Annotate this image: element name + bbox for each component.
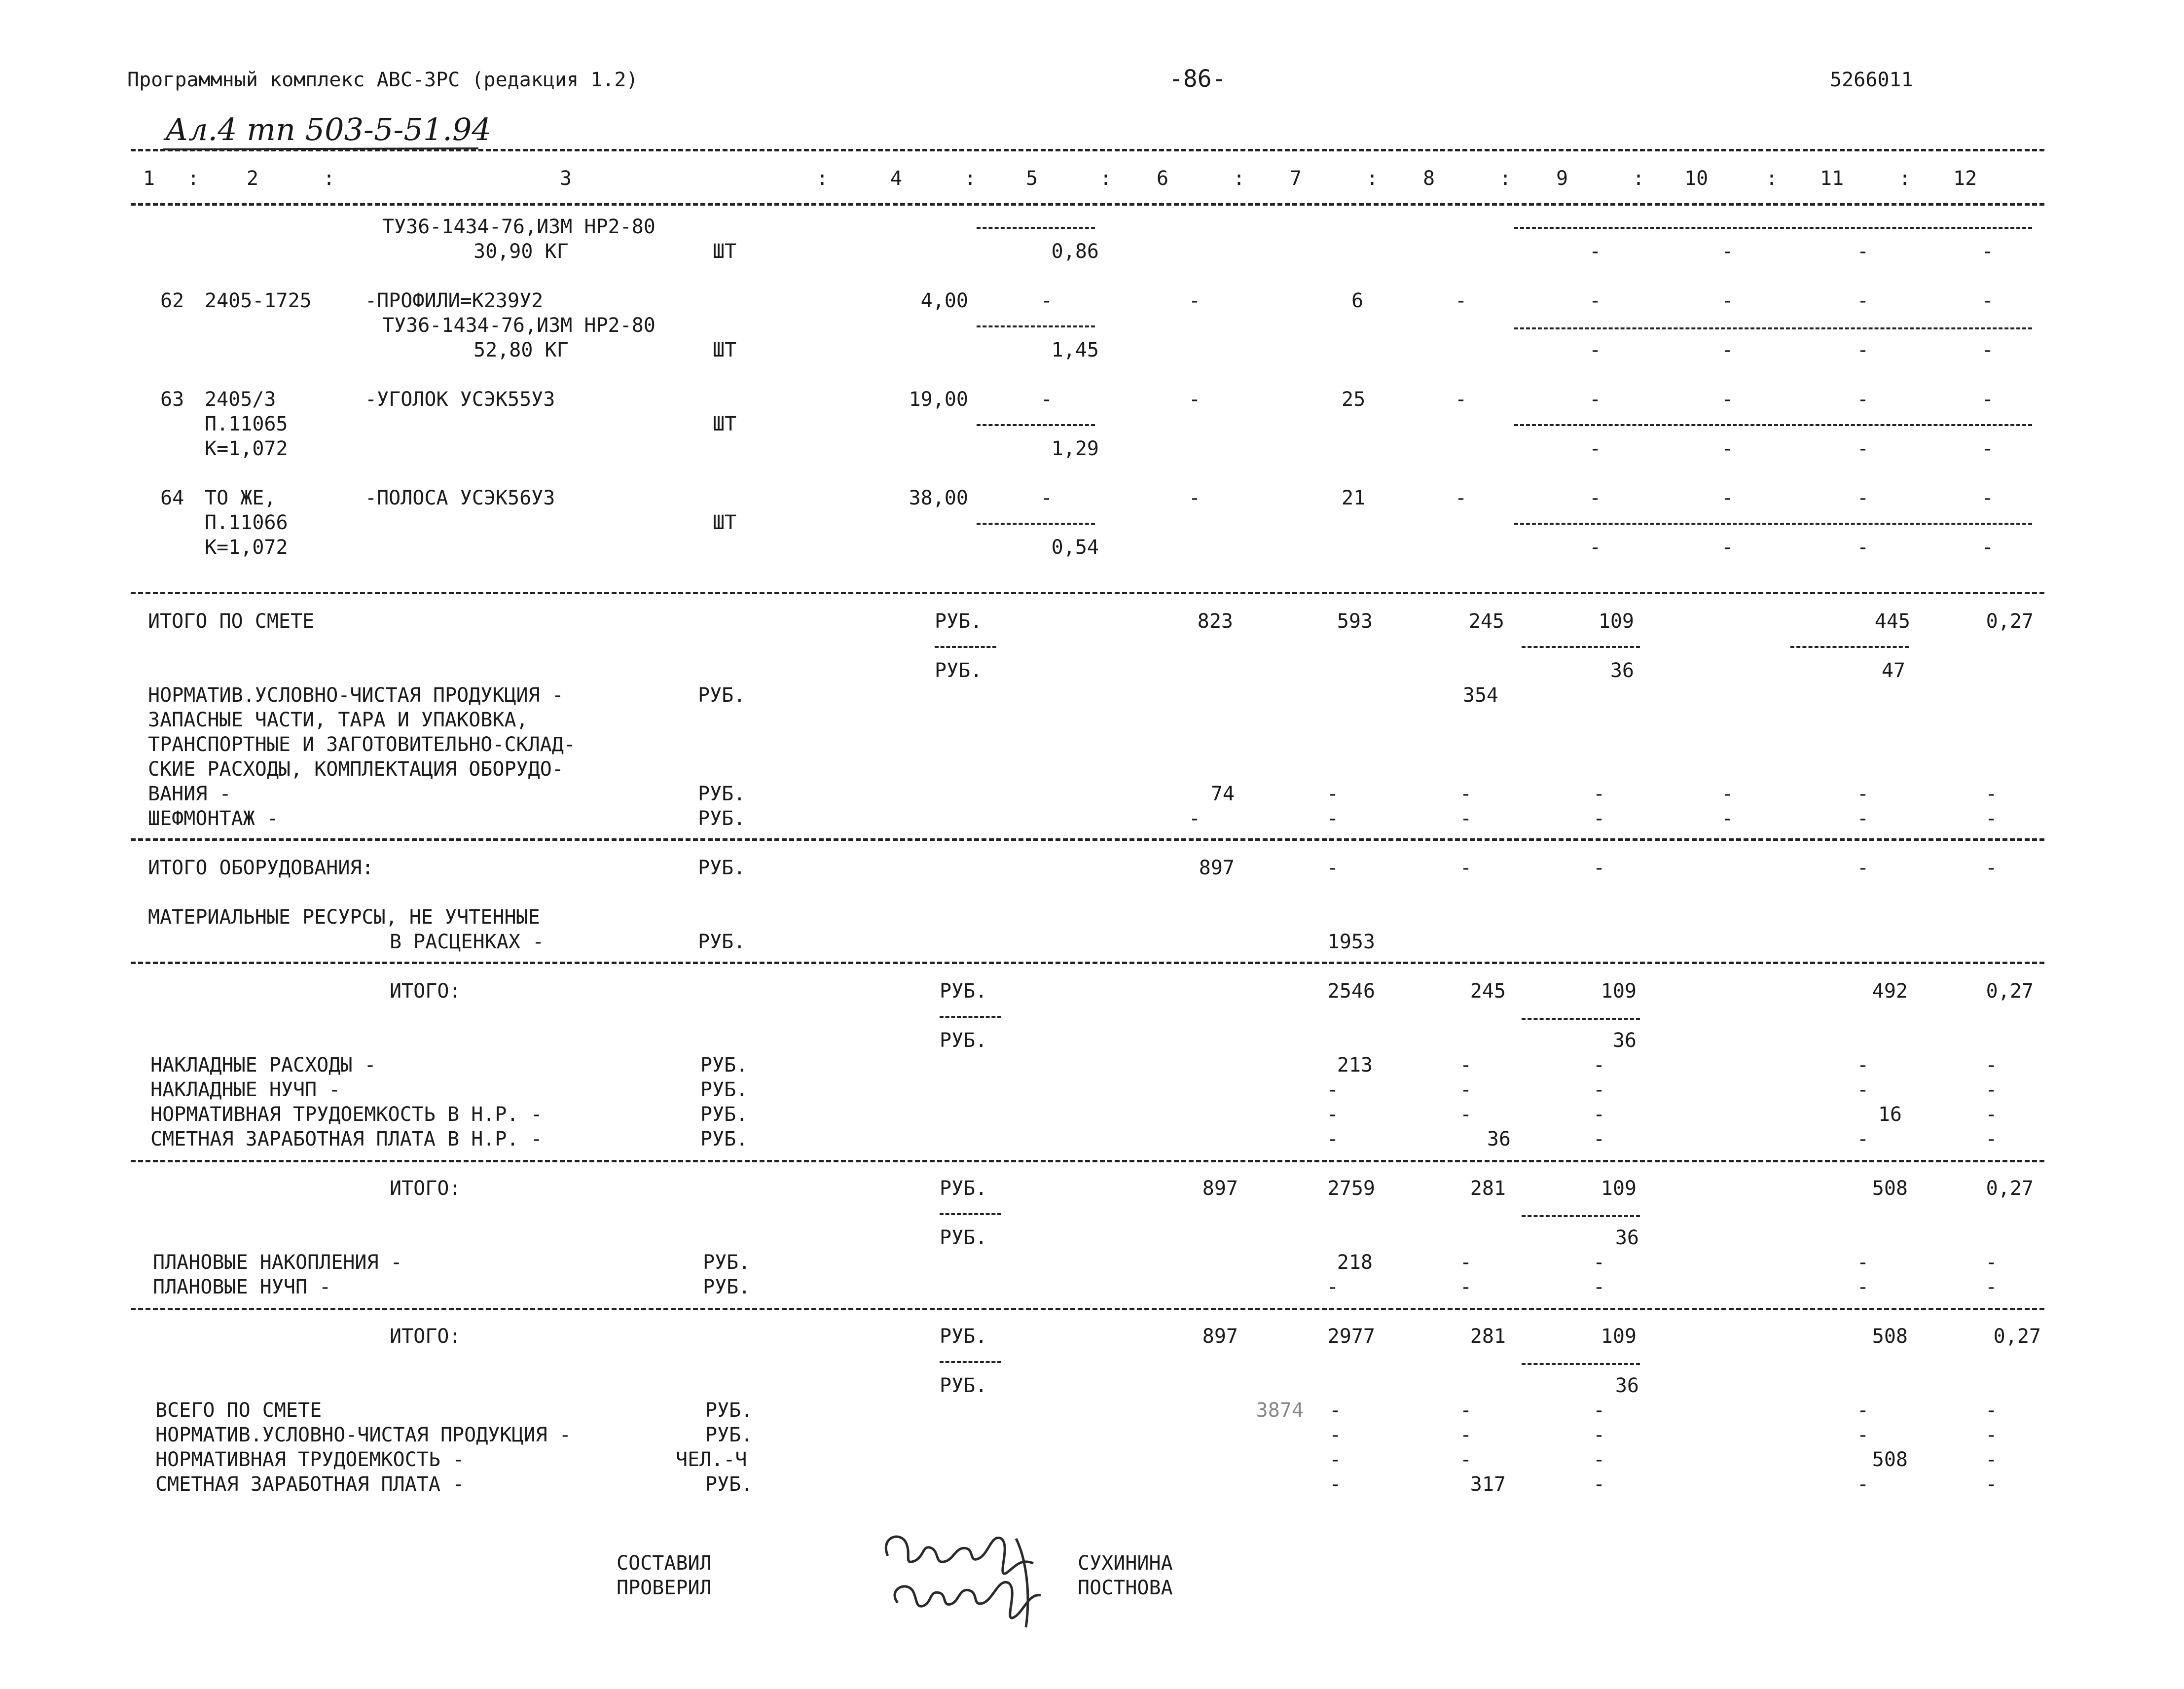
dash: -: [1327, 783, 1339, 805]
cell-c6: -: [1189, 388, 1201, 411]
dash: -: [1982, 339, 1994, 361]
cell-c12: 0,27: [1986, 610, 2034, 633]
normativ-line: ВАНИЯ -: [148, 783, 231, 805]
dash: -: [1327, 1078, 1339, 1101]
dash: -: [1589, 437, 1602, 460]
row-label: ИТОГО ОБОРУДОВАНИЯ:: [148, 857, 374, 879]
dash: -: [1857, 1473, 1869, 1496]
dash: -: [1857, 807, 1869, 830]
dash: -: [1985, 1473, 1998, 1496]
dash: -: [1721, 388, 1734, 411]
dash: -: [1985, 783, 1998, 805]
unit-rub: РУБ.: [705, 1473, 753, 1496]
entry-coefficient: К=1,072: [205, 536, 288, 559]
rule: [131, 149, 2044, 151]
dash: -: [1982, 240, 1994, 263]
cell-c7: 218: [1337, 1251, 1373, 1274]
sub-rule: [1514, 424, 2032, 426]
dash: -: [1857, 1276, 1869, 1298]
cell-c4: 38,00: [909, 487, 968, 509]
row-label: ИТОГО:: [390, 1325, 461, 1348]
cell-c9: 109: [1601, 980, 1637, 1003]
col-header-2: 2: [247, 167, 259, 190]
cell-c5: -: [1041, 388, 1053, 411]
dash: -: [1857, 487, 1869, 509]
unit-rub: РУБ.: [940, 1226, 987, 1249]
handwritten-signatures: [868, 1519, 1065, 1632]
dash: -: [1589, 240, 1602, 263]
sub-rule: [1522, 1018, 1640, 1020]
entry-price-ref: П.11065: [205, 413, 288, 435]
col-sep: :: [1366, 167, 1379, 190]
col-header-9: 9: [1556, 167, 1568, 190]
dash: -: [1857, 240, 1869, 263]
col-sep: :: [1766, 167, 1778, 190]
handwritten-reference: Ал.4 тп 503-5-51.94: [165, 111, 491, 147]
unit-rub: РУБ.: [703, 1276, 751, 1298]
unit-rub: РУБ.: [700, 1078, 748, 1101]
cell-c8: 281: [1470, 1177, 1506, 1200]
col-header-10: 10: [1684, 167, 1709, 190]
dash: -: [1982, 536, 1994, 559]
dash: -: [1460, 1251, 1472, 1274]
cell-c9: 109: [1598, 610, 1634, 633]
cell-c8: 317: [1470, 1473, 1506, 1496]
dash: -: [1589, 536, 1602, 559]
unit-rub: РУБ.: [700, 1128, 748, 1150]
cell-c7: 2546: [1327, 980, 1375, 1003]
dash: -: [1460, 857, 1472, 879]
cell-c7: 2977: [1327, 1325, 1375, 1348]
cell-c5-bottom: 0,86: [1051, 240, 1099, 263]
rule: [131, 1308, 2044, 1310]
dash: -: [1985, 1424, 1998, 1446]
sub-rule: [1514, 227, 2032, 229]
dash: -: [1329, 1424, 1342, 1446]
entry-spec: ТУ36-1434-76,ИЗМ НР2-80: [382, 216, 655, 238]
unit-rub: РУБ.: [940, 1177, 987, 1200]
rule: [131, 203, 2044, 206]
dash: -: [1982, 388, 1994, 411]
dash: -: [1327, 807, 1339, 830]
cell-c9-bottom: 36: [1615, 1226, 1639, 1249]
entry-unit: ШТ: [713, 413, 737, 435]
sub-rule: [1514, 523, 2032, 525]
dash: -: [1721, 437, 1734, 460]
sub-rule: [1522, 646, 1640, 648]
checked-by-label: ПРОВЕРИЛ: [617, 1577, 712, 1599]
unit-rub: РУБ.: [698, 783, 746, 805]
cell-c9-bottom: 36: [1610, 659, 1634, 682]
cell-c11: 508: [1872, 1325, 1908, 1348]
cell-c7: 6: [1351, 289, 1364, 312]
unit-rub: РУБ.: [940, 1325, 987, 1348]
overhead-label: НАКЛАДНЫЕ НУЧП -: [150, 1078, 341, 1101]
dash: -: [1985, 1078, 1998, 1101]
cell-c6: 897: [1202, 1325, 1238, 1348]
cell-c7: 2759: [1327, 1177, 1375, 1200]
cell-c5: -: [1041, 487, 1053, 509]
sub-rule: [1514, 327, 2032, 329]
dash: -: [1721, 487, 1734, 509]
entry-weight: 52,80 КГ: [473, 339, 569, 361]
cell-c8: 245: [1468, 610, 1504, 633]
normativ-line: НОРМАТИВ.УСЛОВНО-ЧИСТАЯ ПРОДУКЦИЯ -: [148, 684, 564, 707]
dash: -: [1593, 1251, 1605, 1274]
unit-rub: РУБ.: [698, 857, 746, 879]
row-label: ИТОГО:: [390, 1177, 461, 1200]
sub-rule: [940, 1213, 1001, 1215]
col-sep: :: [1100, 167, 1112, 190]
dash: -: [1593, 1399, 1605, 1422]
dash: -: [1982, 487, 1994, 509]
entry-number: 63: [160, 388, 184, 411]
zarplata-label: СМЕТНАЯ ЗАРАБОТНАЯ ПЛАТА -: [155, 1473, 465, 1496]
rule: [131, 592, 2044, 594]
cell-c12: 0,27: [1993, 1325, 2041, 1348]
entry-coefficient: К=1,072: [205, 437, 288, 460]
col-sep: :: [1899, 167, 1911, 190]
dash: -: [1721, 783, 1734, 805]
dash: -: [1857, 1399, 1869, 1422]
page-number: -86-: [1169, 65, 1226, 93]
compiler-name: СУХИНИНА: [1078, 1552, 1173, 1575]
dash: -: [1857, 1251, 1869, 1274]
unit-rub: РУБ.: [705, 1399, 753, 1422]
dash: -: [1593, 1054, 1605, 1077]
cell-c11: 16: [1878, 1103, 1902, 1126]
entry-unit: ШТ: [713, 339, 737, 361]
dash: -: [1982, 289, 1994, 312]
cell-c4: 19,00: [909, 388, 968, 411]
cell-c11: 508: [1872, 1177, 1908, 1200]
rule: [131, 838, 2044, 841]
dash: -: [1593, 807, 1605, 830]
document-code: 5266011: [1830, 69, 1913, 91]
dash: -: [1460, 1424, 1472, 1446]
cell-c7: 25: [1342, 388, 1366, 411]
entry-name: -УГОЛОК УСЭК55У3: [365, 388, 555, 411]
dash: -: [1721, 339, 1734, 361]
dash: -: [1327, 1103, 1339, 1126]
dash: -: [1460, 807, 1472, 830]
dash: -: [1327, 857, 1339, 879]
sub-rule: [977, 424, 1095, 426]
cell-c6: 823: [1197, 610, 1233, 633]
col-sep: :: [187, 167, 200, 190]
materials-line: МАТЕРИАЛЬНЫЕ РЕСУРСЫ, НЕ УЧТЕННЫЕ: [148, 906, 540, 929]
dash: -: [1460, 1448, 1472, 1471]
dash: -: [1857, 1128, 1869, 1150]
normativ-line: ТРАНСПОРТНЫЕ И ЗАГОТОВИТЕЛЬНО-СКЛАД-: [148, 733, 576, 756]
normativ-line: СКИЕ РАСХОДЫ, КОМПЛЕКТАЦИЯ ОБОРУДО-: [148, 758, 564, 781]
entry-number: 64: [160, 487, 184, 509]
unit-rub: РУБ.: [935, 659, 983, 682]
col-sep: :: [323, 167, 335, 190]
compiled-by-label: СОСТАВИЛ: [617, 1552, 712, 1575]
cell-c11-bottom: 47: [1881, 659, 1905, 682]
cell-c6: 74: [1210, 783, 1235, 805]
dash: -: [1857, 437, 1869, 460]
cell-c11: 508: [1872, 1448, 1908, 1471]
col-header-4: 4: [890, 167, 903, 190]
col-header-7: 7: [1290, 167, 1302, 190]
trud-label: НОРМАТИВНАЯ ТРУДОЕМКОСТЬ -: [155, 1448, 465, 1471]
cell-c8: -: [1455, 388, 1467, 411]
dash: -: [1593, 1473, 1605, 1496]
overhead-label: СМЕТНАЯ ЗАРАБОТНАЯ ПЛАТА В Н.Р. -: [150, 1128, 543, 1150]
cell-c8: 36: [1487, 1128, 1511, 1150]
sub-rule: [940, 1016, 1001, 1018]
entry-unit: ШТ: [713, 240, 737, 263]
software-title: Программный комплекс АВС-3РС (редакция 1.2): [127, 69, 638, 91]
unit-rub: РУБ.: [940, 1029, 987, 1052]
dash: -: [1721, 289, 1734, 312]
cell-c6: 897: [1199, 857, 1235, 879]
col-header-5: 5: [1026, 167, 1038, 190]
materials-line: В РАСЦЕНКАХ -: [390, 931, 545, 953]
cell-c8: 281: [1470, 1325, 1506, 1348]
row-label: ИТОГО:: [390, 980, 461, 1003]
dash: -: [1721, 807, 1734, 830]
dash: -: [1460, 1054, 1472, 1077]
dash: -: [1589, 339, 1602, 361]
unit-rub: РУБ.: [700, 1054, 748, 1077]
dash: -: [1985, 1128, 1998, 1150]
col-header-8: 8: [1423, 167, 1435, 190]
dash: -: [1985, 1251, 1998, 1274]
dash: -: [1460, 1399, 1472, 1422]
cell-c12: 0,27: [1986, 1177, 2034, 1200]
planned-label: ПЛАНОВЫЕ НАКОПЛЕНИЯ -: [153, 1251, 402, 1274]
cell-c6: 897: [1202, 1177, 1238, 1200]
rule: [131, 962, 2044, 964]
dash: -: [1189, 807, 1201, 830]
col-header-3: 3: [560, 167, 572, 190]
cell-c5-bottom: 1,29: [1051, 437, 1099, 460]
cell-c12: 0,27: [1986, 980, 2034, 1003]
col-sep: :: [816, 167, 829, 190]
cell-c11: 445: [1874, 610, 1910, 633]
dash: -: [1593, 1103, 1605, 1126]
cell-c7: 1953: [1327, 931, 1375, 953]
cell-c5: -: [1041, 289, 1053, 312]
unit-rub: РУБ.: [940, 1374, 987, 1397]
entry-name: -ПРОФИЛИ=К239У2: [365, 289, 544, 312]
rule: [131, 1160, 2044, 1162]
dash: -: [1593, 783, 1605, 805]
unit-rub: РУБ.: [698, 807, 746, 830]
cell-c9-bottom: 36: [1612, 1029, 1637, 1052]
col-sep: :: [1233, 167, 1245, 190]
col-header-12: 12: [1953, 167, 1977, 190]
cell-c6: -: [1189, 487, 1201, 509]
dash: -: [1982, 437, 1994, 460]
checker-name: ПОСТНОВА: [1078, 1577, 1173, 1599]
cell-c7: 593: [1337, 610, 1373, 633]
cell-c5-bottom: 1,45: [1051, 339, 1099, 361]
shefmontazh-label: ШЕФМОНТАЖ -: [148, 807, 279, 830]
dash: -: [1329, 1448, 1342, 1471]
unit-rub: РУБ.: [940, 980, 987, 1003]
cell-c6: 3874: [1256, 1399, 1304, 1422]
cell-c9-bottom: 36: [1615, 1374, 1639, 1397]
dash: -: [1721, 240, 1734, 263]
entry-spec: ТУ36-1434-76,ИЗМ НР2-80: [382, 314, 655, 337]
cell-c9: 109: [1601, 1177, 1637, 1200]
sub-rule: [1790, 646, 1909, 648]
unit-rub: РУБ.: [705, 1424, 753, 1446]
vsego-label: ВСЕГО ПО СМЕТЕ: [155, 1399, 322, 1422]
dash: -: [1329, 1473, 1342, 1496]
dash: -: [1985, 1103, 1998, 1126]
dash: -: [1460, 783, 1472, 805]
dash: -: [1857, 857, 1869, 879]
entry-code: 2405-1725: [205, 289, 312, 312]
entry-price-ref: П.11066: [205, 511, 288, 534]
dash: -: [1593, 1448, 1605, 1471]
dash: -: [1857, 388, 1869, 411]
dash: -: [1460, 1276, 1472, 1298]
unit-rub: РУБ.: [935, 610, 983, 633]
entry-unit: ШТ: [713, 511, 737, 534]
sub-rule: [977, 523, 1095, 525]
row-label: ИТОГО ПО СМЕТЕ: [148, 610, 315, 633]
dash: -: [1985, 1054, 1998, 1077]
dash: -: [1589, 289, 1602, 312]
unit-rub: РУБ.: [700, 1103, 748, 1126]
dash: -: [1857, 783, 1869, 805]
dash: -: [1721, 536, 1734, 559]
sub-rule: [1522, 1363, 1640, 1365]
col-sep: :: [1633, 167, 1645, 190]
sub-rule: [940, 1361, 1001, 1363]
dash: -: [1857, 1078, 1869, 1101]
unit-chel-ch: ЧЕЛ.-Ч: [676, 1448, 747, 1471]
dash: -: [1589, 388, 1602, 411]
cell-c8: 245: [1470, 980, 1506, 1003]
entry-code: 2405/3: [205, 388, 276, 411]
col-header-1: 1: [143, 167, 155, 190]
dash: -: [1857, 289, 1869, 312]
dash: -: [1593, 1128, 1605, 1150]
cell-c7: 213: [1337, 1054, 1373, 1077]
dash: -: [1985, 807, 1998, 830]
sub-rule: [1522, 1215, 1640, 1217]
dash: -: [1460, 1078, 1472, 1101]
overhead-label: НОРМАТИВНАЯ ТРУДОЕМКОСТЬ В Н.Р. -: [150, 1103, 543, 1126]
cell-c6: -: [1189, 289, 1201, 312]
dash: -: [1593, 857, 1605, 879]
entry-code: ТО ЖЕ,: [205, 487, 276, 509]
col-header-6: 6: [1157, 167, 1169, 190]
sub-rule: [977, 325, 1095, 327]
dash: -: [1329, 1399, 1342, 1422]
dash: -: [1460, 1103, 1472, 1126]
unit-rub: РУБ.: [698, 684, 746, 707]
overhead-label: НАКЛАДНЫЕ РАСХОДЫ -: [150, 1054, 376, 1077]
normativ-line: ЗАПАСНЫЕ ЧАСТИ, ТАРА И УПАКОВКА,: [148, 709, 528, 731]
dash: -: [1985, 1448, 1998, 1471]
entry-name: -ПОЛОСА УСЭК56У3: [365, 487, 555, 509]
unit-rub: РУБ.: [703, 1251, 751, 1274]
sub-rule: [977, 227, 1095, 229]
dash: -: [1593, 1276, 1605, 1298]
dash: -: [1593, 1078, 1605, 1101]
dash: -: [1985, 1399, 1998, 1422]
cell-c8: -: [1455, 289, 1467, 312]
dash: -: [1857, 1054, 1869, 1077]
dash: -: [1327, 1276, 1339, 1298]
cell-c11: 492: [1872, 980, 1908, 1003]
col-sep: :: [1499, 167, 1512, 190]
dash: -: [1857, 536, 1869, 559]
dash: -: [1857, 1424, 1869, 1446]
cell-c7: 21: [1342, 487, 1366, 509]
cell-c9: 109: [1601, 1325, 1637, 1348]
normativ-label: НОРМАТИВ.УСЛОВНО-ЧИСТАЯ ПРОДУКЦИЯ -: [155, 1424, 571, 1446]
cell-c4: 4,00: [920, 289, 968, 312]
planned-label: ПЛАНОВЫЕ НУЧП -: [153, 1276, 331, 1298]
entry-number: 62: [160, 289, 184, 312]
dash: -: [1985, 1276, 1998, 1298]
dash: -: [1857, 339, 1869, 361]
entry-weight: 30,90 КГ: [473, 240, 569, 263]
dash: -: [1985, 857, 1998, 879]
dash: -: [1589, 487, 1602, 509]
dash: -: [1593, 1424, 1605, 1446]
cell-c8: 354: [1462, 684, 1498, 707]
unit-rub: РУБ.: [698, 931, 746, 953]
dash: -: [1327, 1128, 1339, 1150]
col-header-11: 11: [1820, 167, 1844, 190]
cell-c8: -: [1455, 487, 1467, 509]
col-sep: :: [964, 167, 977, 190]
sub-rule: [935, 646, 996, 648]
cell-c5-bottom: 0,54: [1051, 536, 1099, 559]
